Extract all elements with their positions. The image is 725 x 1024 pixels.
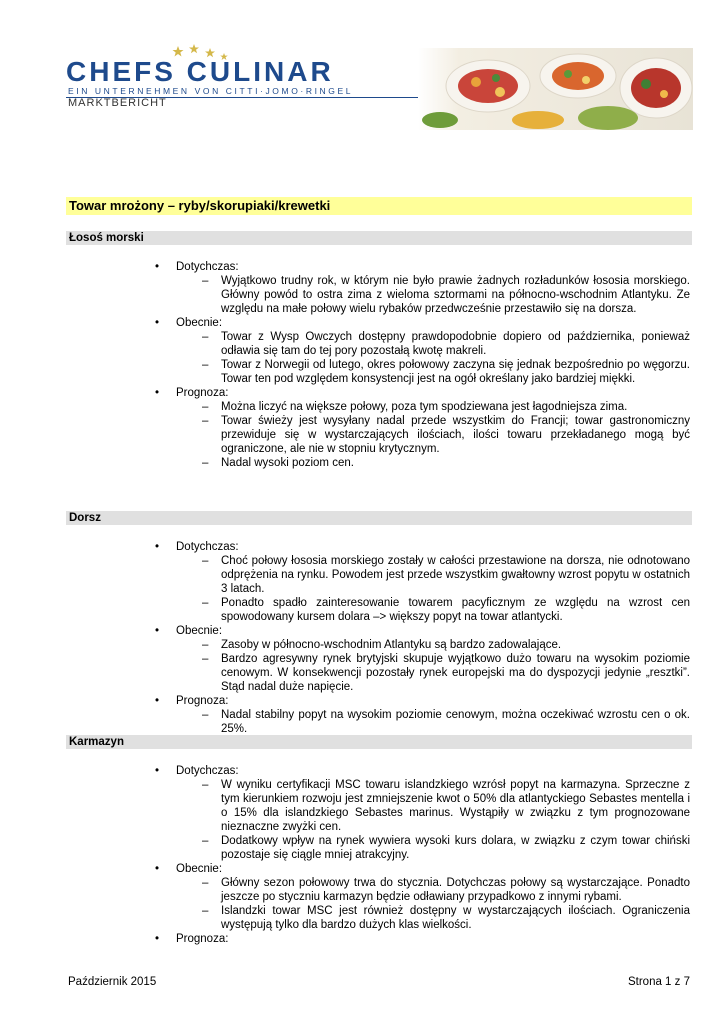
dash-icon: – [202,597,209,609]
group-label: • Obecnie: [155,317,223,329]
section-content [0,764,725,946]
list-item: – Ponadto spadło zainteresowanie towarem pacyficznym ze względu na wzrost cen spowodowany kursem dolara –> większy popyt na towar atlantycki. [202,597,690,623]
bullet-icon: • [155,863,160,875]
dash-icon: – [202,555,209,567]
group-label: • Dotychczas: [155,765,239,777]
dash-icon: – [202,401,209,413]
bullet-icon: • [155,625,160,637]
list-item: – Zasoby w północno-wschodnim Atlantyku są bardzo zadowalające. [202,639,562,651]
dash-icon: – [202,835,209,847]
dash-icon: – [202,415,209,427]
group-label: • Prognoza: [155,387,229,399]
dash-icon: – [202,905,209,917]
section-heading: Karmazyn [66,735,692,749]
group-label: • Prognoza: [155,695,229,707]
bullet-icon: • [155,541,160,553]
list-item: – Dodatkowy wpływ na rynek wywiera wysoki kurs dolara, w związku z czym towar chiński pozostaje się ciągle mniej atrakcyjny. [202,835,690,861]
section-heading: Łosoś morski [66,231,692,245]
dash-icon: – [202,653,209,665]
dash-icon: – [202,359,209,371]
bullet-icon: • [155,387,160,399]
dash-icon: – [202,779,209,791]
bullet-icon: • [155,765,160,777]
list-item: – Bardzo agresywny rynek brytyjski skupuje wyjątkowo dużo towaru na wysokim poziomie cenowym. W konsekwencji pozostały rynek europejski ma do dyspozycji jedynie „resztki”. Stąd nadal duże napięcie. [202,653,690,693]
report-label: MARKTBERICHT [68,97,167,109]
list-item: – Nadal stabilny popyt na wysokim poziomie cenowym, można oczekiwać wzrostu cen o ok. 25%. [202,709,690,735]
bullet-icon: • [155,695,160,707]
page-header [0,0,725,140]
section-heading: Dorsz [66,511,692,525]
list-item: – Choć połowy łososia morskiego zostały w całości przestawione na dorsza, nie odnotowano odprężenia na rynku. Powodem jest przede wszystkim gwałtowny wzrost popytu w ostatnich 3 latach. [202,555,690,595]
dash-icon: – [202,877,209,889]
list-item: – Nadal wysoki poziom cen. [202,457,354,469]
logo-subtitle: EIN UNTERNEHMEN VON CITTI·JOMO·RINGEL [68,86,354,96]
group-label: • Dotychczas: [155,261,239,273]
dash-icon: – [202,275,209,287]
food-photo [418,48,693,130]
group-label: • Obecnie: [155,625,223,637]
list-item: – Towar świeży jest wysyłany nadal przede wszystkim do Francji; towar gastronomiczny przewiduje się w wystarczających ilościach, ilości towaru przekładanego mogą być ograniczone, ale nie w stopniu krytycznym. [202,415,690,455]
section-content [0,260,725,470]
group-label: • Dotychczas: [155,541,239,553]
bullet-icon: • [155,933,160,945]
list-item: – Główny sezon połowowy trwa do stycznia. Dotychczas połowy są wystarczające. Ponadto jeszcze po styczniu karmazyn będzie odławiany przypadkowo z innymi rybami. [202,877,690,903]
bullet-icon: • [155,261,160,273]
section-content [0,540,725,736]
dash-icon: – [202,331,209,343]
list-item: – Towar z Wysp Owczych dostępny prawdopodobnie dopiero od października, ponieważ odławia się tam do tej pory pozostałą kwotę makreli. [202,331,690,357]
footer-page-number: Strona 1 z 7 [627,976,690,988]
list-item: – Towar z Norwegii od lutego, okres połowowy zaczyna się jednak bezpośrednio po węgorzu. Towar ten pod względem konsystencji jest na ogół określany jako bardziej miękki. [202,359,690,385]
list-item: – Islandzki towar MSC jest również dostępny w wystarczających ilościach. Ograniczenia występują tylko dla bardzo dużych klas wielkości. [202,905,690,931]
footer-date: Październik 2015 [68,976,157,988]
list-item: – Wyjątkowo trudny rok, w którym nie było prawie żadnych rozładunków łososia morskiego. Główny powód to ostra zima z wieloma sztormami na północno-wschodnim Atlantyku. Ze względu na małe połowy wielu rybaków przedwcześnie przestawiło się na dorsza. [202,275,690,315]
dash-icon: – [202,639,209,651]
group-label: • Obecnie: [155,863,223,875]
group-label: • Prognoza: [155,933,229,945]
page-title: Towar mrożony – ryby/skorupiaki/krewetki [66,197,692,215]
dash-icon: – [202,709,209,721]
list-item: – W wyniku certyfikacji MSC towaru islandzkiego wzrósł popyt na karmazyna. Sprzeczne z tym kierunkiem rozwoju jest zmniejszenie kwot o 50% dla atlantyckiego Sebastes mentella i o 15% dla islandzkiego Sebastes marinus. Wystąpiły w związku z tym prognozowane nieznaczne zwyżki cen. [202,779,690,833]
bullet-icon: • [155,317,160,329]
logo-title: CHEFS CULINAR [66,56,334,87]
list-item: – Można liczyć na większe połowy, poza tym spodziewana jest łagodniejsza zima. [202,401,628,413]
dash-icon: – [202,457,209,469]
